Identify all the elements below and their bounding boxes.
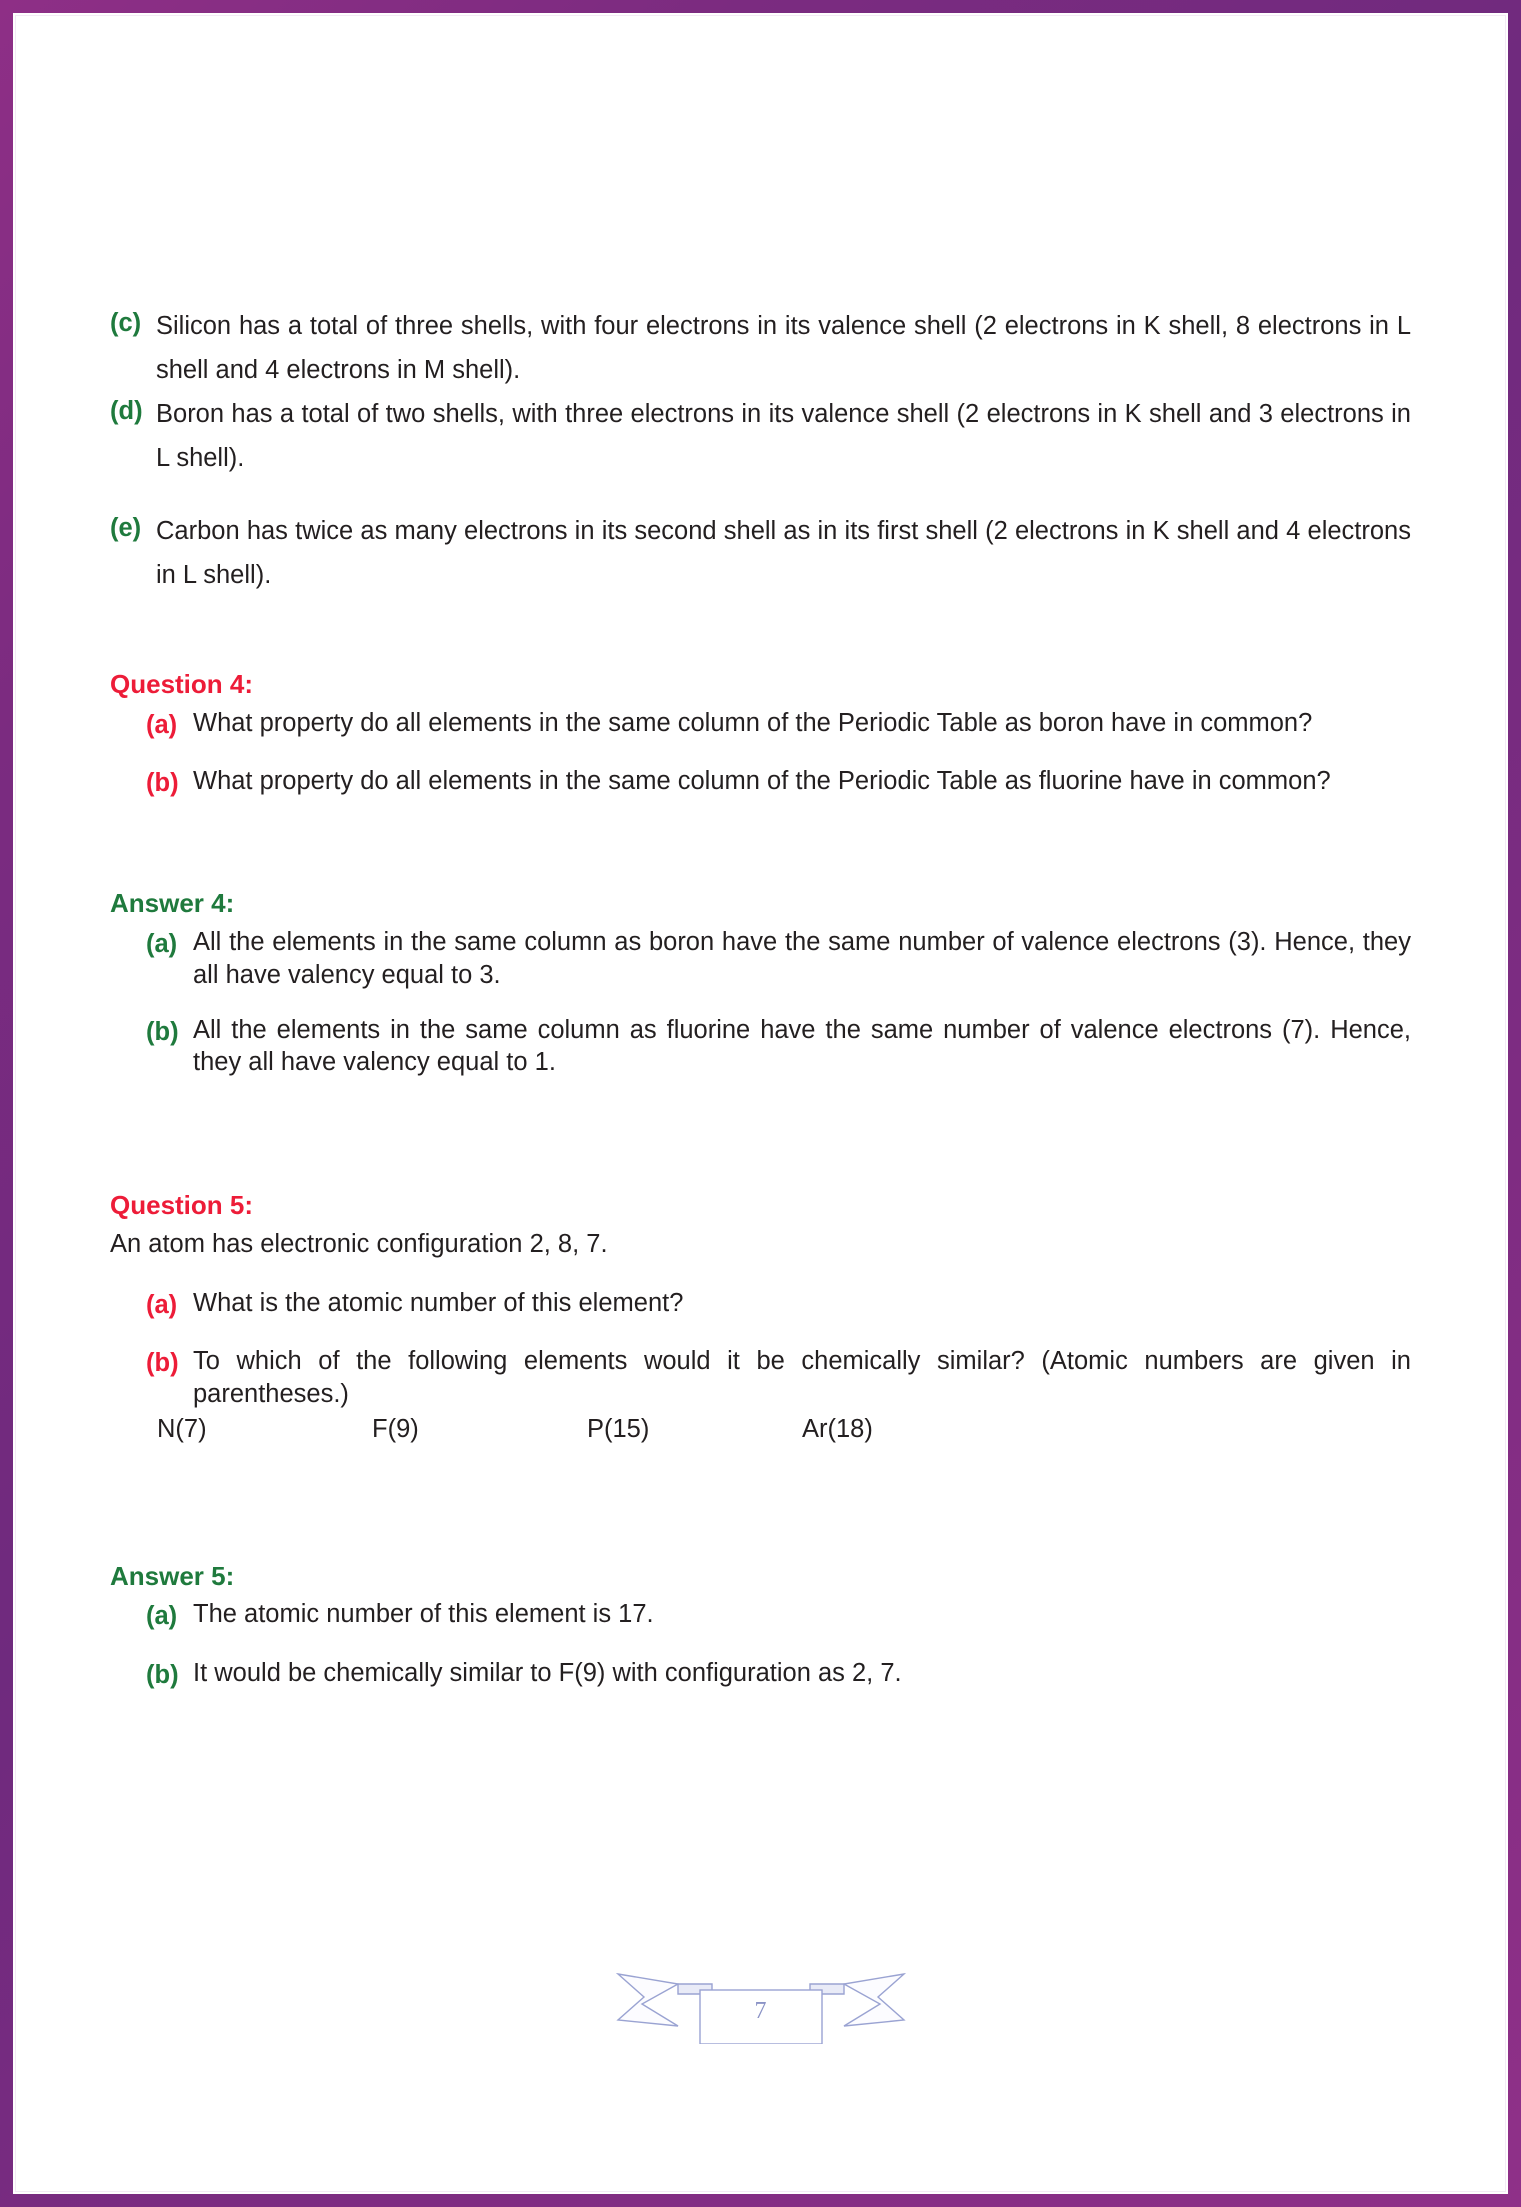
element-options-row bbox=[110, 1411, 1411, 1447]
list-item-text: It would be chemically similar to F(9) with configuration as 2, 7. bbox=[193, 1658, 902, 1687]
element-option: N(7) bbox=[157, 1415, 207, 1444]
continued-answer-list bbox=[110, 305, 1411, 598]
list-item bbox=[110, 393, 1411, 481]
list-item-label: (e) bbox=[110, 514, 142, 543]
list-item-text: The atomic number of this element is 17. bbox=[193, 1600, 654, 1629]
list-item-text: Carbon has twice as many electrons in its second shell as in its first shell (2 electrons in K shell and 4 electrons in L shell). bbox=[156, 517, 1411, 590]
list-item bbox=[146, 1598, 1411, 1634]
spacer bbox=[110, 1261, 1411, 1287]
answer-5-block bbox=[110, 1558, 1411, 1693]
list-item bbox=[110, 510, 1411, 598]
spacer bbox=[146, 1323, 1411, 1345]
question-5-block bbox=[110, 1187, 1411, 1448]
list-item-label: (c) bbox=[110, 309, 142, 337]
list-item-text: To which of the following elements would it be chemically similar? (Atomic numbers are given in parentheses.) bbox=[193, 1347, 1411, 1408]
list-item-text: Silicon has a total of three shells, with four electrons in its valence shell (2 electrons in K shell, 8 electrons in L shell and 4 electrons in M shell). bbox=[156, 312, 1411, 384]
element-option: P(15) bbox=[587, 1415, 650, 1444]
ribbon-graphic bbox=[616, 1952, 906, 2044]
list-item-label: (b) bbox=[146, 769, 179, 798]
page-content bbox=[15, 15, 1506, 2192]
spacer bbox=[110, 480, 1411, 510]
section-gap bbox=[110, 1079, 1411, 1187]
list-item-text: What is the atomic number of this element? bbox=[193, 1288, 684, 1317]
list-item-label: (b) bbox=[146, 1349, 179, 1378]
list-item-label: (d) bbox=[110, 396, 143, 425]
list-item bbox=[146, 1345, 1411, 1410]
page-number: 7 bbox=[754, 1998, 767, 2024]
list-item-label: (a) bbox=[146, 1290, 178, 1319]
list-item-label: (b) bbox=[146, 1017, 179, 1046]
list-item bbox=[146, 1014, 1411, 1079]
list-item bbox=[146, 1657, 1411, 1693]
element-option: Ar(18) bbox=[802, 1415, 873, 1444]
list-item-label: (a) bbox=[146, 930, 178, 959]
list-item-label: (a) bbox=[146, 711, 178, 740]
answer-4-heading: Answer 4: bbox=[110, 888, 235, 919]
list-item-text: All the elements in the same column as fluorine have the same number of valence electrons (7). Hence, they all have valency equal to 1. bbox=[193, 1015, 1411, 1077]
section-gap bbox=[110, 801, 1411, 885]
spacer bbox=[146, 992, 1411, 1014]
answer-5-list bbox=[110, 1598, 1411, 1692]
question-4-heading: Question 4: bbox=[110, 669, 254, 700]
list-item-label: (b) bbox=[146, 1660, 179, 1689]
list-item-text: Boron has a total of two shells, with three electrons in its valence shell (2 electrons in K shell and 3 electrons in L shell). bbox=[156, 399, 1411, 472]
list-item bbox=[146, 926, 1411, 991]
answer-4-block bbox=[110, 885, 1411, 1078]
question-5-lead-text: An atom has electronic configuration 2, 8, 7. bbox=[110, 1229, 608, 1258]
page-number-ribbon bbox=[15, 1952, 1506, 2044]
element-option: F(9) bbox=[372, 1415, 419, 1444]
spacer bbox=[146, 743, 1411, 765]
list-item-text: All the elements in the same column as boron have the same number of valence electrons (3). Hence, they all have valency equal to 3. bbox=[193, 928, 1411, 989]
list-item bbox=[146, 765, 1411, 801]
list-item-text: What property do all elements in the same column of the Periodic Table as boron have in common? bbox=[193, 709, 1313, 738]
list-item bbox=[110, 305, 1411, 393]
answer-4-list bbox=[110, 926, 1411, 1079]
question-4-list bbox=[110, 707, 1411, 801]
answer-5-heading: Answer 5: bbox=[110, 1560, 235, 1591]
list-item-label: (a) bbox=[146, 1602, 178, 1631]
list-item bbox=[146, 707, 1411, 743]
section-gap bbox=[110, 598, 1411, 666]
list-item bbox=[146, 1287, 1411, 1323]
question-5-list bbox=[110, 1287, 1411, 1410]
section-gap bbox=[110, 1448, 1411, 1558]
question-4-block bbox=[110, 666, 1411, 801]
question-5-heading: Question 5: bbox=[110, 1189, 254, 1220]
list-item-text: What property do all elements in the same column of the Periodic Table as fluorine have in common? bbox=[193, 767, 1331, 796]
spacer bbox=[146, 1635, 1411, 1657]
page-inner-surface bbox=[13, 13, 1508, 2194]
